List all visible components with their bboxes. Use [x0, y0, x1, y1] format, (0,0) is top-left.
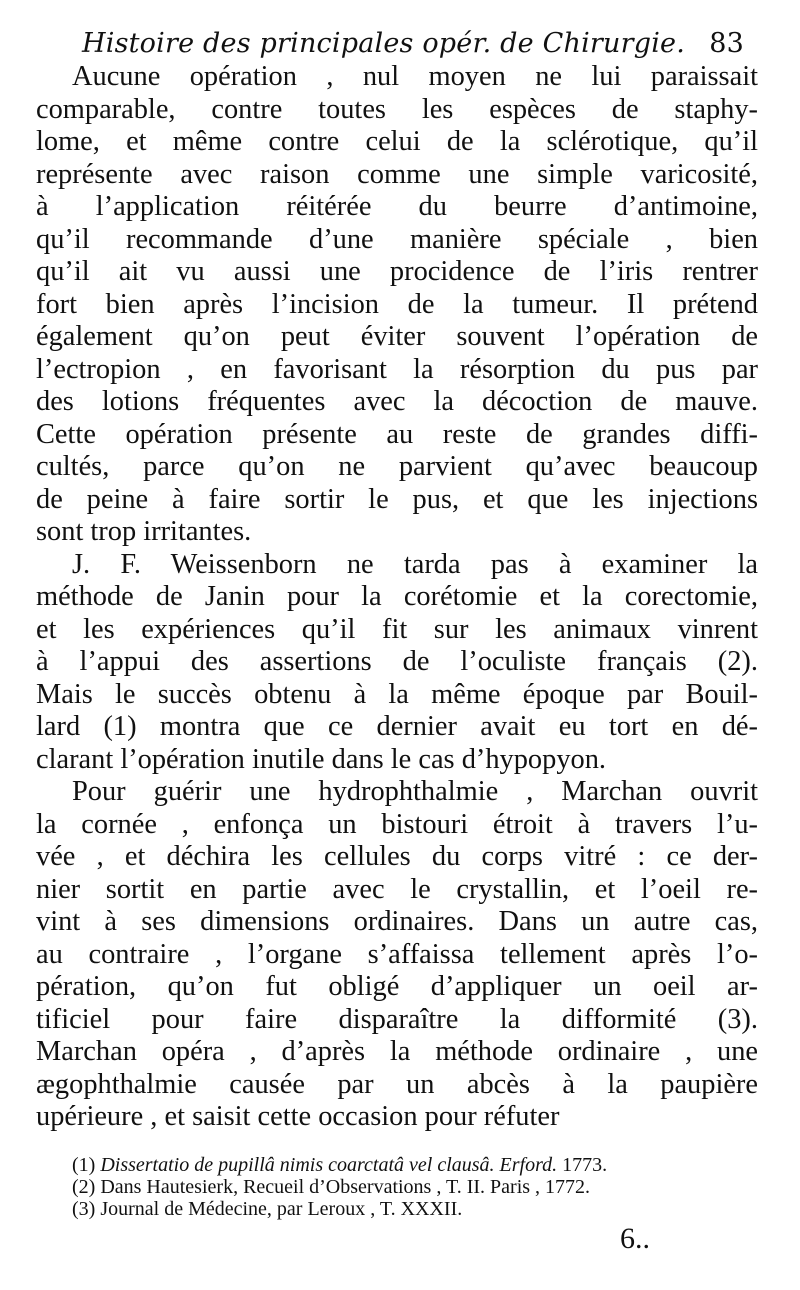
paragraph [36, 549, 758, 777]
text-line: fort bien après l’incision de la tumeur. Il prétend [36, 288, 758, 320]
text-line: Mais le succès obtenu à la même époque par Bouil- [36, 678, 758, 710]
text-line: l’ectropion , en favorisant la résorption du pus par [36, 353, 758, 385]
footnote [72, 1154, 758, 1176]
text-line: tificiel pour faire disparaître la difformité (3). [36, 1003, 758, 1035]
paragraph [36, 776, 758, 1134]
text-line: nier sortit en partie avec le crystallin, et l’oeil re- [36, 873, 758, 905]
text-line: Aucune opération , nul moyen ne lui paraissait [72, 61, 758, 92]
footnote-mark: (3) [72, 1197, 101, 1220]
text-line: méthode de Janin pour la corétomie et la corectomie, [36, 581, 758, 612]
text-line: représente avec raison comme une simple varicosité, [36, 158, 758, 190]
footnote [72, 1176, 758, 1198]
text-line: ægophthalmie causée par un abcès à la paupière [36, 1068, 758, 1100]
text-line: à l’application réitérée du beurre d’antimoine, [36, 191, 758, 222]
main-text [36, 61, 758, 1134]
text-line: Cette opération présente au reste de grandes diffi- [36, 418, 758, 450]
text-line: lome, et même contre celui de la sclérotique, qu’il [36, 126, 758, 157]
footnote-mark: (1) [72, 1153, 101, 1176]
paragraph [36, 61, 758, 549]
text-line: pération, qu’on fut obligé d’appliquer un oeil ar- [36, 971, 758, 1002]
footnotes [36, 1154, 758, 1220]
text-line: vint à ses dimensions ordinaires. Dans un autre cas, [36, 906, 758, 937]
text-line: upérieure , et saisit cette occasion pour réfuter [36, 1101, 560, 1132]
text-line: comparable, contre toutes les espèces de staphy- [36, 93, 758, 125]
text-line: Marchan opéra , d’après la méthode ordinaire , une [36, 1036, 758, 1067]
text-line: vée , et déchira les cellules du corps vitré : ce der- [36, 841, 758, 872]
text-line: et les expériences qu’il fit sur les animaux vinrent [36, 613, 758, 645]
text-line: qu’il ait vu aussi une procidence de l’iris rentrer [36, 256, 758, 287]
text-line: sont trop irritantes. [36, 516, 252, 547]
text-line: clarant l’opération inutile dans le cas d’hypopyon. [36, 743, 607, 775]
running-title: Histoire des principales opér. de Chirurgie. [82, 28, 685, 59]
text-line: la cornée , enfonça un bistouri étroit à travers l’u- [36, 808, 758, 840]
running-header [82, 28, 744, 59]
text-line: Pour guérir une hydrophthalmie , Marchan ouvrit [72, 776, 758, 807]
text-line: cultés, parce qu’on ne parvient qu’avec beaucoup [36, 451, 758, 482]
text-line: au contraire , l’organe s’affaissa tellement après l’o- [36, 938, 758, 970]
footnote [72, 1198, 758, 1220]
text-line: également qu’on peut éviter souvent l’opération de [36, 321, 758, 352]
footnote-title: Dissertatio de pupillâ nimis coarctatâ vel clausâ. Erford. [100, 1153, 558, 1176]
text-line: des lotions fréquentes avec la décoction de mauve. [36, 386, 758, 417]
footnote-text: Journal de Médecine, par Leroux , T. XXXII. [100, 1197, 463, 1220]
page-number: 83 [709, 28, 744, 59]
signature-mark: 6.. [620, 1222, 650, 1255]
text-line: qu’il recommande d’une manière spéciale , bien [36, 223, 758, 255]
footnote-mark: (2) [72, 1175, 101, 1198]
text-line: de peine à faire sortir le pus, et que les injections [36, 483, 758, 515]
footnote-text: Dans Hautesierk, Recueil d’Observations , T. II. Paris , 1772. [100, 1175, 591, 1198]
text-line: à l’appui des assertions de l’oculiste français (2). [36, 646, 758, 677]
footnote-text: 1773. [557, 1153, 608, 1176]
text-line: J. F. Weissenborn ne tarda pas à examiner la [72, 548, 758, 580]
text-line: lard (1) montra que ce dernier avait eu tort en dé- [36, 711, 758, 742]
